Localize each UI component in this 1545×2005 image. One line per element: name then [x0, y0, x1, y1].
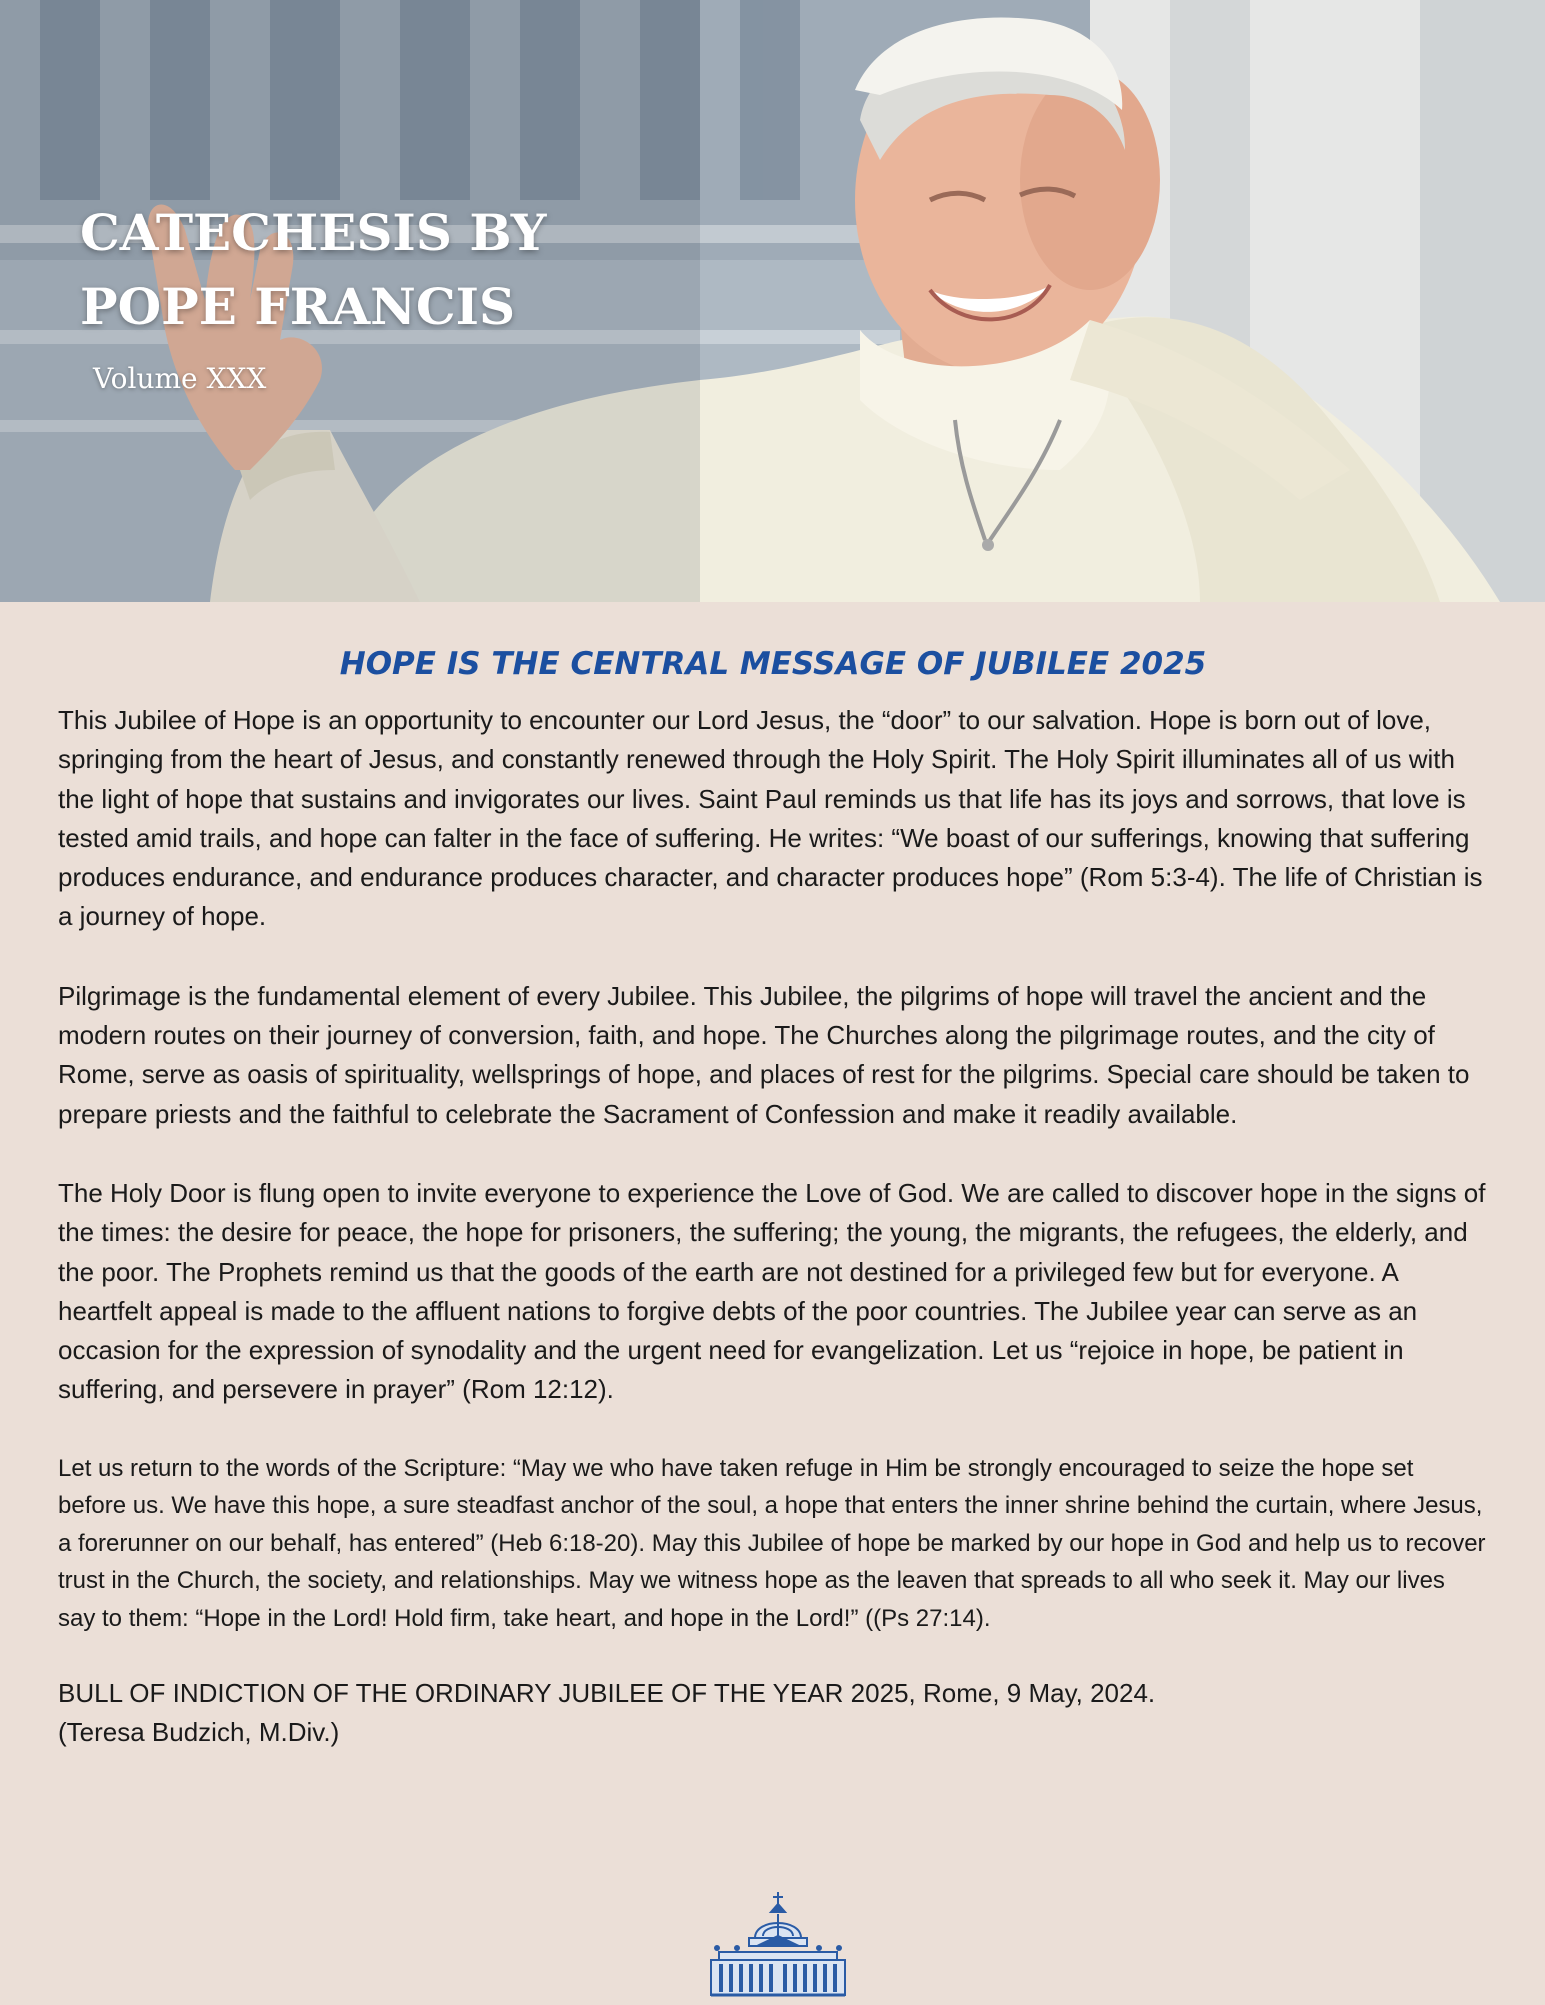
paragraph-4: Let us return to the words of the Scripture: “May we who have taken refuge in Him be strongly encouraged to seize the hope set before us. We have this hope, a sure steadfast anchor of the soul, a hope that enters the inner shrine behind the curtain, where Jesus, a forerunner on our behalf, has entered” (Heb 6:18-20). May this Jubilee of hope be marked by our hope in God and help us to recover trust in the Church, the society, and relationships. May we witness hope as the leaven that spreads to all who seek it. May our lives say to them: “Hope in the Lord! Hold firm, take heart, and hope in the Lord!” ((Ps 27:14). — [58, 1454, 1486, 1632]
citation-block — [58, 1674, 1488, 1752]
volume-label: Volume XXX — [93, 362, 267, 395]
paragraph-2: Pilgrimage is the fundamental element of every Jubilee. This Jubilee, the pilgrims of hope will travel the ancient and the modern routes on their journey of conversion, faith, and hope. The Churches along the pilgrimage routes, and the city of Rome, serve as oasis of spirituality, wellsprings of hope, and places of rest for the pilgrims. Special care should be taken to prepare priests and the faithful to celebrate the Sacrament of Confession and make it readily available. — [58, 980, 1470, 1129]
paragraph-1: This Jubilee of Hope is an opportunity to encounter our Lord Jesus, the “door” to our salvation. Hope is born out of love, springing from the heart of Jesus, and constantly renewed through the Holy Spirit. The Holy Spirit illuminates all of us with the light of hope that sustains and invigorates our lives. Saint Paul reminds us that life has its joys and sorrows, that love is tested amid trails, and hope can falter in the face of suffering. He writes: “We boast of our sufferings, knowing that suffering produces endurance, and endurance produces character, and character produces hope” (Rom 5:3-4). The life of Christian is a journey of hope. — [58, 705, 1483, 932]
article-body — [58, 602, 1488, 1752]
st-peters-basilica-icon — [697, 1890, 859, 2005]
hero-title — [80, 196, 546, 344]
hero-title-line-1: CATECHESIS BY — [80, 203, 547, 262]
paragraph-3: The Holy Door is flung open to invite everyone to experience the Love of God. We are called to discover hope in the signs of the times: the desire for peace, the hope for prisoners, the suffering; the young, the migrants, the refugees, the elderly, and the poor. The Prophets remind us that the goods of the earth are not destined for a privileged few but for everyone. A heartfelt appeal is made to the affluent nations to forgive debts of the poor countries. The Jubilee year can serve as an occasion for the expression of synodality and the urgent need for evangelization. Let us “rejoice in hope, be patient in suffering, and persevere in prayer” (Rom 12:12). — [58, 1177, 1486, 1405]
hero-banner — [0, 0, 1545, 602]
author-line: (Teresa Budzich, M.Div.) — [58, 1717, 340, 1748]
source-line: BULL OF INDICTION OF THE ORDINARY JUBILEE OF THE YEAR 2025, Rome, 9 May, 2024. — [58, 1678, 1156, 1709]
article-headline: HOPE IS THE CENTRAL MESSAGE OF JUBILEE 2025 — [339, 646, 1207, 682]
hero-title-line-2: POPE FRANCIS — [80, 277, 516, 336]
